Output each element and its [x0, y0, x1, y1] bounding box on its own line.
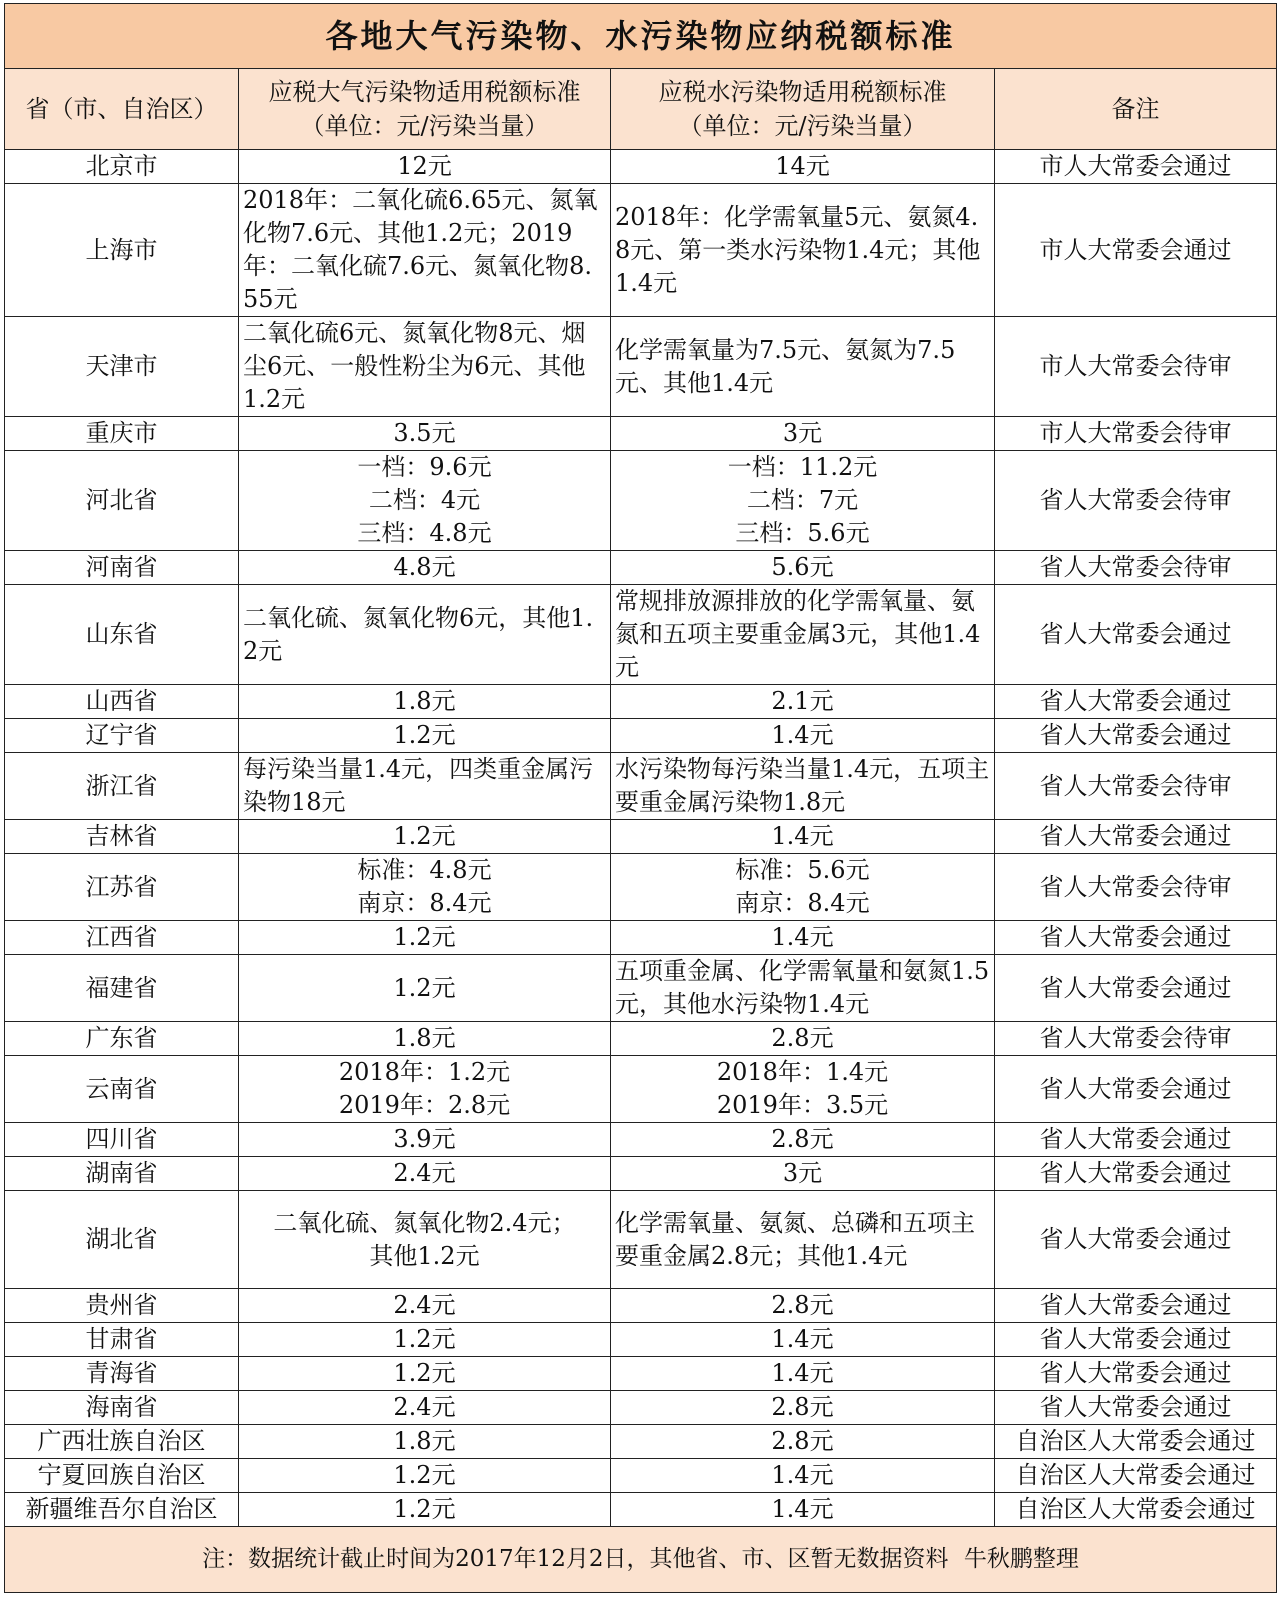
air-rate-cell [239, 854, 611, 921]
air-rate-line: 二氧化硫、氮氧化物6元，其他1.2元 [243, 603, 594, 665]
remark-cell: 省人大常委会待审 [995, 551, 1277, 585]
water-rate-cell [611, 1191, 995, 1289]
remark-cell: 自治区人大常委会通过 [995, 1425, 1277, 1459]
table-row [5, 1459, 1277, 1493]
water-rate-line: 化学需氧量为7.5元、氨氮为7.5元、其他1.4元 [615, 335, 956, 397]
remark-cell: 市人大常委会通过 [995, 150, 1277, 184]
remark-cell: 省人大常委会待审 [995, 854, 1277, 921]
air-rate-cell [239, 1493, 611, 1527]
header-remark: 备注 [995, 69, 1277, 150]
table-row [5, 1323, 1277, 1357]
header-water-line2: （单位：元/污染当量） [678, 112, 927, 140]
air-rate-cell [239, 921, 611, 955]
air-rate-cell [239, 1459, 611, 1493]
table-row [5, 1357, 1277, 1391]
table-row [5, 1157, 1277, 1191]
region-cell: 上海市 [5, 184, 239, 317]
header-row [5, 69, 1277, 150]
water-rate-line: 14元 [775, 152, 830, 180]
air-rate-cell [239, 1191, 611, 1289]
region-cell: 吉林省 [5, 820, 239, 854]
air-rate-line: 2018年：二氧化硫6.65元、氮氧化物7.6元、其他1.2元；2019年：二氧化硫7.6元、氮氧化物8.55元 [243, 186, 598, 313]
water-rate-line: 3元 [782, 1159, 823, 1187]
table-row [5, 719, 1277, 753]
air-rate-line: 1.2元 [393, 822, 456, 850]
tax-standards-sheet [4, 3, 1276, 1593]
water-rate-cell [611, 1391, 995, 1425]
header-province: 省（市、自治区） [5, 69, 239, 150]
water-rate-line: 水污染物每污染当量1.4元，五项主要重金属污染物1.8元 [615, 755, 990, 816]
water-rate-cell [611, 955, 995, 1022]
air-rate-cell [239, 1056, 611, 1123]
region-cell: 云南省 [5, 1056, 239, 1123]
air-rate-line: 标准：4.8元 [357, 856, 492, 884]
air-rate-line: 1.8元 [393, 1427, 456, 1455]
air-rate-cell [239, 451, 611, 551]
title-row [5, 4, 1277, 69]
air-rate-line: 1.2元 [393, 973, 456, 1002]
air-rate-line: 1.2元 [393, 1461, 456, 1489]
air-rate-line: 3.9元 [393, 1125, 456, 1153]
header-water [611, 69, 995, 150]
water-rate-line: 1.4元 [771, 1461, 834, 1489]
water-rate-cell [611, 854, 995, 921]
air-rate-line: 1.8元 [393, 1024, 456, 1052]
remark-cell: 省人大常委会通过 [995, 1357, 1277, 1391]
water-rate-line: 2019年：3.5元 [716, 1091, 889, 1119]
water-rate-line: 1.4元 [771, 923, 834, 951]
region-cell: 重庆市 [5, 417, 239, 451]
air-rate-cell [239, 317, 611, 417]
air-rate-line: 2019年：2.8元 [338, 1091, 511, 1119]
air-rate-line: 二氧化硫6元、氮氧化物8元、烟尘6元、一般性粉尘为6元、其他1.2元 [243, 319, 586, 413]
water-rate-line: 2.8元 [771, 1125, 834, 1153]
water-rate-cell [611, 150, 995, 184]
air-rate-cell [239, 955, 611, 1022]
water-rate-cell [611, 417, 995, 451]
region-cell: 江苏省 [5, 854, 239, 921]
note-row [5, 1527, 1277, 1593]
water-rate-line: 2.8元 [771, 1427, 834, 1455]
remark-cell: 省人大常委会通过 [995, 1056, 1277, 1123]
region-cell: 天津市 [5, 317, 239, 417]
region-cell: 河南省 [5, 551, 239, 585]
footnote-text: 注：数据统计截止时间为2017年12月2日，其他省、市、区暂无数据资料 [202, 1546, 949, 1572]
water-rate-cell [611, 1357, 995, 1391]
region-cell: 北京市 [5, 150, 239, 184]
table-row [5, 685, 1277, 719]
table-row [5, 955, 1277, 1022]
air-rate-line: 1.2元 [393, 1495, 456, 1523]
water-rate-cell [611, 1493, 995, 1527]
air-rate-cell [239, 719, 611, 753]
remark-cell: 市人大常委会待审 [995, 417, 1277, 451]
table-row [5, 1289, 1277, 1323]
air-rate-cell [239, 585, 611, 685]
water-rate-line: 2.8元 [771, 1024, 834, 1052]
table-row [5, 551, 1277, 585]
air-rate-line: 二档：4元 [368, 486, 481, 514]
water-rate-cell [611, 820, 995, 854]
region-cell: 辽宁省 [5, 719, 239, 753]
table-row [5, 417, 1277, 451]
header-air-line1: 应税大气污染物适用税额标准 [268, 78, 581, 106]
water-rate-line: 五项重金属、化学需氧量和氨氮1.5元，其他水污染物1.4元 [615, 957, 990, 1018]
table-row [5, 1425, 1277, 1459]
air-rate-cell [239, 1357, 611, 1391]
remark-cell: 省人大常委会待审 [995, 1022, 1277, 1056]
water-rate-line: 2.1元 [771, 687, 834, 715]
region-cell: 福建省 [5, 955, 239, 1022]
remark-cell: 省人大常委会待审 [995, 451, 1277, 551]
water-rate-line: 化学需氧量、氨氮、总磷和五项主要重金属2.8元；其他1.4元 [615, 1208, 975, 1270]
remark-cell: 市人大常委会待审 [995, 317, 1277, 417]
remark-cell: 省人大常委会通过 [995, 820, 1277, 854]
air-rate-cell [239, 417, 611, 451]
region-cell: 湖北省 [5, 1191, 239, 1289]
air-rate-line: 其他1.2元 [369, 1241, 480, 1270]
water-rate-cell [611, 451, 995, 551]
region-cell: 山东省 [5, 585, 239, 685]
table-row [5, 184, 1277, 317]
water-rate-line: 1.4元 [771, 822, 834, 850]
remark-cell: 省人大常委会通过 [995, 1123, 1277, 1157]
water-rate-line: 1.4元 [771, 1359, 834, 1387]
remark-cell: 市人大常委会通过 [995, 184, 1277, 317]
air-rate-cell [239, 1425, 611, 1459]
remark-cell: 省人大常委会通过 [995, 685, 1277, 719]
table-row [5, 1391, 1277, 1425]
table-row [5, 451, 1277, 551]
air-rate-line: 南京：8.4元 [357, 889, 492, 917]
water-rate-cell [611, 1157, 995, 1191]
air-rate-line: 每污染当量1.4元，四类重金属污染物18元 [243, 755, 594, 816]
water-rate-cell [611, 1022, 995, 1056]
air-rate-cell [239, 184, 611, 317]
region-cell: 山西省 [5, 685, 239, 719]
table-row [5, 921, 1277, 955]
water-rate-cell [611, 551, 995, 585]
remark-cell: 省人大常委会通过 [995, 1323, 1277, 1357]
table-row [5, 585, 1277, 685]
water-rate-cell [611, 921, 995, 955]
remark-cell: 自治区人大常委会通过 [995, 1459, 1277, 1493]
remark-cell: 省人大常委会通过 [995, 1391, 1277, 1425]
remark-cell: 省人大常委会通过 [995, 719, 1277, 753]
air-rate-line: 2.4元 [393, 1159, 456, 1187]
air-rate-line: 2.4元 [393, 1291, 456, 1319]
remark-cell: 自治区人大常委会通过 [995, 1493, 1277, 1527]
footnote [5, 1527, 1277, 1593]
air-rate-cell [239, 1289, 611, 1323]
water-rate-cell [611, 585, 995, 685]
remark-cell: 省人大常委会通过 [995, 955, 1277, 1022]
region-cell: 甘肃省 [5, 1323, 239, 1357]
water-rate-line: 5.6元 [771, 553, 834, 581]
table-row [5, 753, 1277, 820]
air-rate-line: 二氧化硫、氮氧化物2.4元； [273, 1208, 576, 1237]
region-cell: 广西壮族自治区 [5, 1425, 239, 1459]
header-water-line1: 应税水污染物适用税额标准 [658, 78, 947, 106]
region-cell: 四川省 [5, 1123, 239, 1157]
table-row [5, 1123, 1277, 1157]
water-rate-cell [611, 1289, 995, 1323]
air-rate-cell [239, 1022, 611, 1056]
remark-cell: 省人大常委会待审 [995, 753, 1277, 820]
air-rate-line: 4.8元 [393, 553, 456, 581]
air-rate-line: 1.8元 [393, 687, 456, 715]
water-rate-line: 2018年：1.4元 [716, 1058, 889, 1086]
air-rate-line: 1.2元 [393, 1325, 456, 1353]
air-rate-line: 1.2元 [393, 1359, 456, 1387]
table-row [5, 820, 1277, 854]
water-rate-line: 常规排放源排放的化学需氧量、氨氮和五项主要重金属3元，其他1.4元 [615, 587, 981, 681]
water-rate-line: 二档：7元 [746, 486, 859, 514]
table-row [5, 1493, 1277, 1527]
region-cell: 浙江省 [5, 753, 239, 820]
region-cell: 新疆维吾尔自治区 [5, 1493, 239, 1527]
remark-cell: 省人大常委会通过 [995, 1191, 1277, 1289]
table-row [5, 854, 1277, 921]
table-row [5, 1056, 1277, 1123]
water-rate-cell [611, 685, 995, 719]
air-rate-line: 3.5元 [393, 419, 456, 447]
water-rate-line: 1.4元 [771, 721, 834, 749]
region-cell: 贵州省 [5, 1289, 239, 1323]
water-rate-line: 标准：5.6元 [735, 856, 870, 884]
air-rate-cell [239, 685, 611, 719]
table-row [5, 1191, 1277, 1289]
water-rate-cell [611, 1459, 995, 1493]
water-rate-line: 1.4元 [771, 1495, 834, 1523]
air-rate-line: 三档：4.8元 [357, 519, 492, 547]
air-rate-cell [239, 1323, 611, 1357]
region-cell: 青海省 [5, 1357, 239, 1391]
air-rate-cell [239, 753, 611, 820]
header-air [239, 69, 611, 150]
footnote-author: 牛秋鹏整理 [963, 1546, 1079, 1572]
header-air-line2: （单位：元/污染当量） [300, 112, 549, 140]
air-rate-line: 12元 [397, 152, 452, 180]
air-rate-cell [239, 1391, 611, 1425]
water-rate-cell [611, 1323, 995, 1357]
region-cell: 河北省 [5, 451, 239, 551]
water-rate-cell [611, 1425, 995, 1459]
water-rate-cell [611, 719, 995, 753]
remark-cell: 省人大常委会通过 [995, 1289, 1277, 1323]
table-title: 各地大气污染物、水污染物应纳税额标准 [5, 4, 1277, 69]
water-rate-line: 南京：8.4元 [735, 889, 870, 917]
water-rate-line: 三档：5.6元 [735, 519, 870, 547]
water-rate-line: 一档：11.2元 [727, 453, 878, 481]
table-row [5, 317, 1277, 417]
region-cell: 海南省 [5, 1391, 239, 1425]
remark-cell: 省人大常委会通过 [995, 921, 1277, 955]
water-rate-cell [611, 184, 995, 317]
air-rate-line: 2.4元 [393, 1393, 456, 1421]
water-rate-line: 2018年：化学需氧量5元、氨氮4.8元、第一类水污染物1.4元；其他1.4元 [615, 202, 981, 297]
air-rate-cell [239, 1123, 611, 1157]
water-rate-line: 1.4元 [771, 1325, 834, 1353]
tax-table [4, 3, 1277, 1593]
table-row [5, 150, 1277, 184]
water-rate-cell [611, 753, 995, 820]
air-rate-line: 1.2元 [393, 923, 456, 951]
air-rate-line: 1.2元 [393, 721, 456, 749]
air-rate-line: 一档：9.6元 [357, 453, 492, 481]
region-cell: 广东省 [5, 1022, 239, 1056]
table-row [5, 1022, 1277, 1056]
air-rate-cell [239, 820, 611, 854]
water-rate-cell [611, 1123, 995, 1157]
water-rate-line: 3元 [782, 419, 823, 447]
air-rate-cell [239, 150, 611, 184]
remark-cell: 省人大常委会通过 [995, 585, 1277, 685]
region-cell: 宁夏回族自治区 [5, 1459, 239, 1493]
air-rate-line: 2018年：1.2元 [338, 1058, 511, 1086]
water-rate-line: 2.8元 [771, 1291, 834, 1319]
water-rate-line: 2.8元 [771, 1393, 834, 1421]
region-cell: 湖南省 [5, 1157, 239, 1191]
air-rate-cell [239, 1157, 611, 1191]
air-rate-cell [239, 551, 611, 585]
water-rate-cell [611, 1056, 995, 1123]
remark-cell: 省人大常委会通过 [995, 1157, 1277, 1191]
water-rate-cell [611, 317, 995, 417]
region-cell: 江西省 [5, 921, 239, 955]
